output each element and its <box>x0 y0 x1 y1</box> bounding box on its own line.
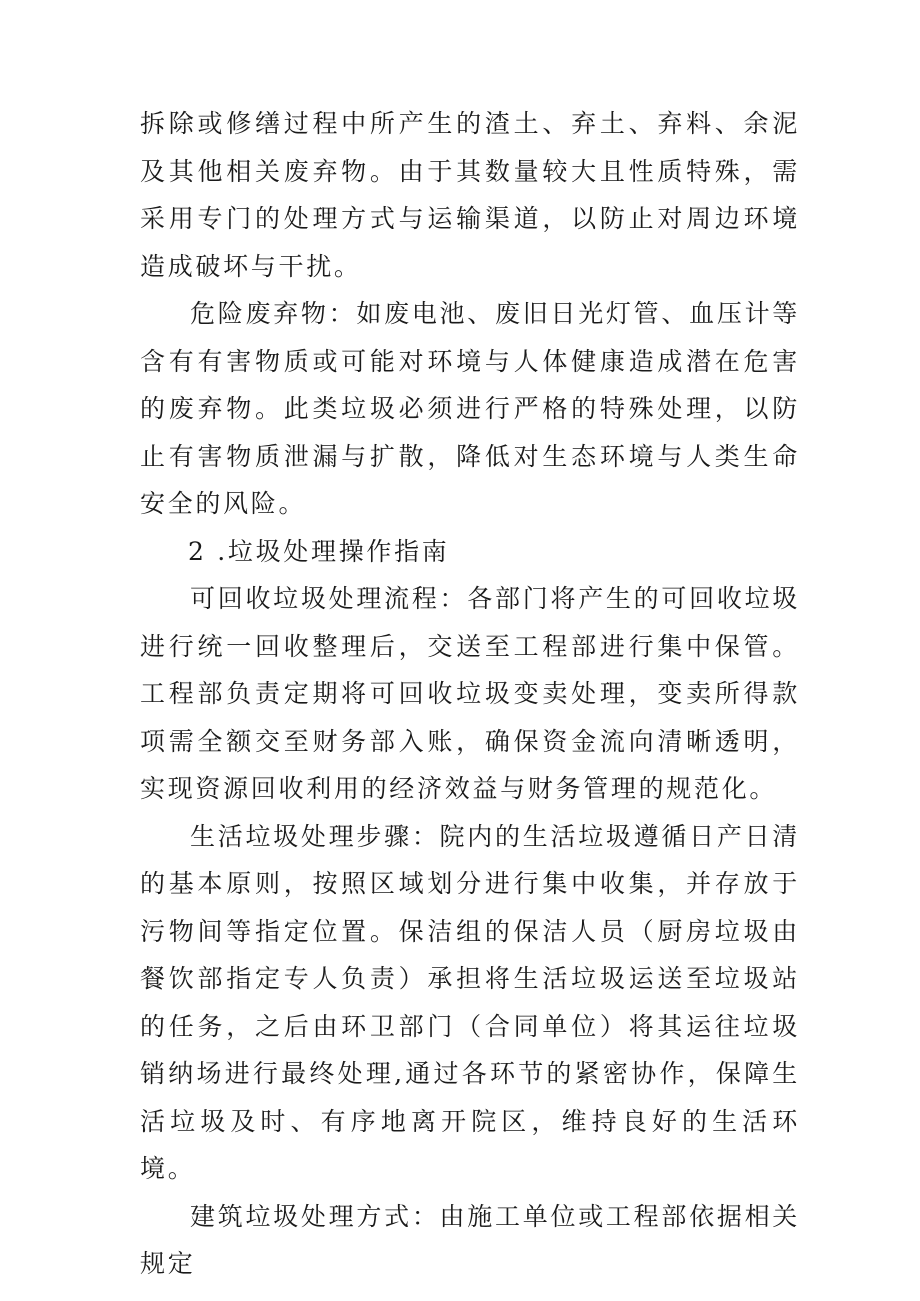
document-body <box>140 100 800 1288</box>
paragraph-hazardous-waste: 危险废弃物：如废电池、废旧日光灯管、血压计等含有有害物质或可能对环境与人体健康造成潜在危害的废弃物。此类垃圾必须进行严格的特殊处理，以防止有害物质泄漏与扩散，降低对生态环境与人类生命安全的风险。 <box>140 299 800 518</box>
paragraph-recyclable-process: 可回收垃圾处理流程：各部门将产生的可回收垃圾进行统一回收整理后，交送至工程部进行集中保管。工程部负责定期将可回收垃圾变卖处理，变卖所得款项需全额交至财务部入账，确保资金流向清晰透明，实现资源回收利用的经济效益与财务管理的规范化。 <box>140 584 800 803</box>
paragraph-construction-waste-method: 建筑垃圾处理方式：由施工单位或工程部依据相关规定 <box>140 1201 800 1278</box>
section-heading-waste-handling-guide: 2 .垃圾处理操作指南 <box>188 536 450 566</box>
paragraph-construction-waste-continued: 拆除或修缮过程中所产生的渣土、弃土、弃料、余泥及其他相关废弃物。由于其数量较大且性质特殊，需采用专门的处理方式与运输渠道，以防止对周边环境造成破坏与干扰。 <box>140 109 800 281</box>
paragraph-household-waste-steps: 生活垃圾处理步骤：院内的生活垃圾遵循日产日清的基本原则，按照区域划分进行集中收集，并存放于污物间等指定位置。保洁组的保洁人员（厨房垃圾由餐饮部指定专人负责）承担将生活垃圾运送至垃圾站的任务，之后由环卫部门（合同单位）将其运往垃圾销纳场进行最终处理,通过各环节的紧密协作，保障生活垃圾及时、有序地离开院区，维持良好的生活环境。 <box>140 821 800 1183</box>
